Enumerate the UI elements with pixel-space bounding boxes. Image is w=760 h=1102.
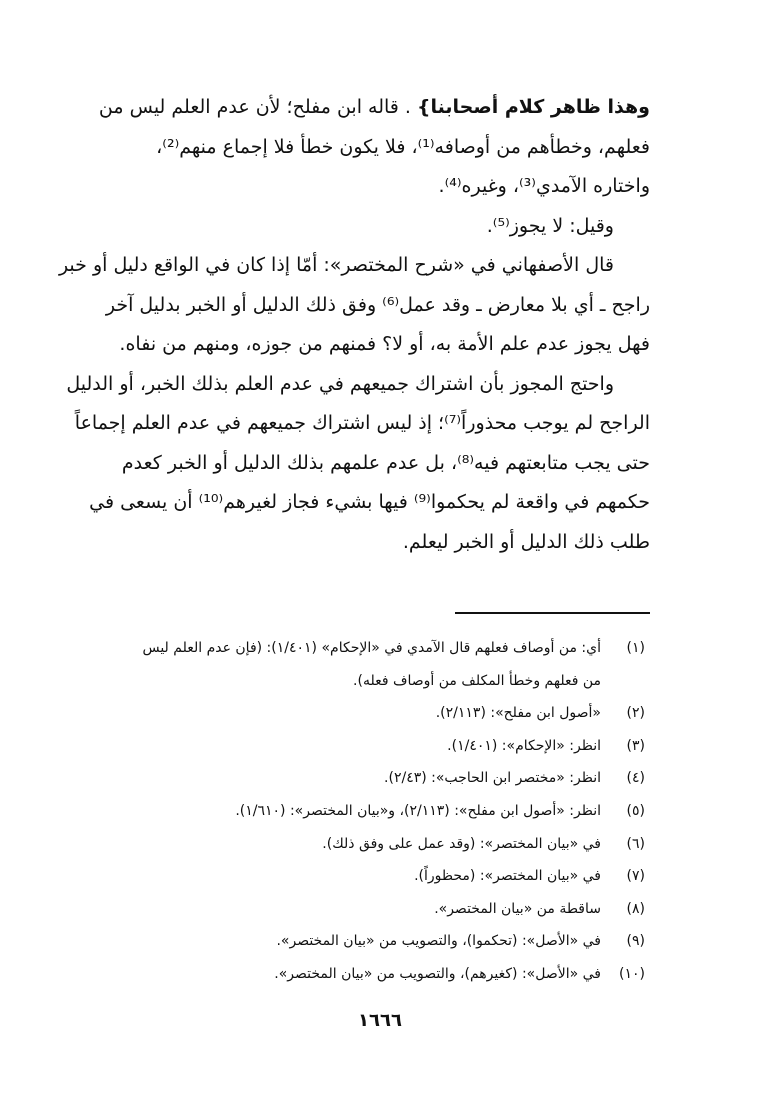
text-line [110,167,650,207]
footnote-text: في «الأصل»: (تحكموا)، والتصويب من «بيان المختصر». [276,933,601,950]
footnote-separator [455,612,650,614]
footnote-text: انظر: «الإحكام»: (١/٤٠١). [447,737,601,754]
text-line [66,365,650,405]
footnote [105,632,645,665]
text-line [110,128,650,168]
footnote [105,828,645,861]
text-span: حكمهم في واقعة لم يحكموا⁽⁹⁾ فيها بشيء فجاز لغيرهم⁽¹⁰⁾ أن يسعى في [89,491,650,513]
text-line [110,325,650,365]
footnote-text: في «الأصل»: (كغيرهم)، والتصويب من «بيان المختصر». [274,965,601,982]
footnote-number: (٨) [626,900,645,917]
text-line [105,286,650,326]
footnote-number: (١٠) [619,965,645,982]
text-span: راجح ـ أي بلا معارض ـ وقد عمل⁽⁶⁾ وفق ذلك الدليل أو الخبر بدليل آخر [105,293,650,316]
footnote [105,762,645,795]
text-line [110,444,650,484]
footnote-text: انظر: «أصول ابن مفلح»: (٢/١١٣)، و«بيان المختصر»: (١/٦١٠). [235,802,601,819]
text-line [98,88,650,128]
footnote-number: (١) [626,640,645,656]
text-line [74,404,650,444]
text-span: واحتج المجوز بأن اشتراك جميعهم في عدم العلم بذلك الخبر، أو الدليل [66,372,614,395]
footnote-text: «أصول ابن مفلح»: (٢/١١٣). [435,705,601,722]
text-line [110,207,650,247]
footnote-text: في «بيان المختصر»: (وقد عمل على وفق ذلك). [322,835,601,852]
footnote [105,893,645,926]
footnote-number: (٦) [626,835,645,852]
footnote-number: (٧) [626,868,645,885]
footnote-text: انظر: «مختصر ابن الحاجب»: (٢/٤٣). [384,770,601,787]
text-span: طلب ذلك الدليل أو الخبر ليعلم. [402,530,650,553]
text-span: فهل يجوز عدم علم الأمة به، أو لا؟ فمنهم من جوزه، ومنهم من نفاه. [119,333,650,355]
text-span: . قاله ابن مفلح؛ لأن عدم العلم ليس من [98,96,417,118]
footnote-text: ساقطة من «بيان المختصر». [434,900,601,917]
footnote-text: في «بيان المختصر»: (محظوراً). [414,868,601,885]
footnote-number: (٥) [626,802,645,819]
text-span: واختاره الآمدي⁽³⁾، وغيره⁽⁴⁾. [438,175,650,197]
text-span: وقيل: لا يجوز⁽⁵⁾. [486,214,614,237]
footnote [105,860,645,893]
footnote-continuation: من فعلهم وخطأ المكلف من أوصاف فعله). [353,672,601,689]
text-span: الراجح لم يوجب محذوراً⁽⁷⁾؛ إذ ليس اشتراك جميعهم في عدم العلم إجماعاً [74,412,650,434]
footnote [105,697,645,730]
footnote-number: (٢) [626,705,645,722]
footnote [105,925,645,958]
footnote [105,730,645,763]
footnote [105,795,645,828]
footnote-number: (٩) [626,933,645,950]
footnote-text: أي: من أوصاف فعلهم قال الآمدي في «الإحكام» (١/٤٠١): (فإن عدم العلم ليس [142,640,601,656]
footnote [105,958,645,991]
text-span: حتى يجب متابعتهم فيه⁽⁸⁾، بل عدم علمهم بذلك الدليل أو الخبر كعدم [121,451,650,474]
page-number: ١٦٦٦ [358,1010,402,1031]
bold-phrase: وهذا ظاهر كلام أصحابنا} [417,96,650,118]
text-span: قال الأصفهاني في «شرح المختصر»: أمّا إذا كان في الواقع دليل أو خبر [58,254,614,276]
footnotes [105,632,645,991]
footnote-number: (٣) [626,737,645,754]
text-line [89,483,650,523]
main-text [58,88,650,562]
text-line [110,523,650,563]
footnote-number: (٤) [626,770,645,787]
text-span: فعلهم، وخطأهم من أوصافه⁽¹⁾، فلا يكون خطأ فلا إجماع منهم⁽²⁾، [156,135,650,158]
text-line [58,246,650,286]
